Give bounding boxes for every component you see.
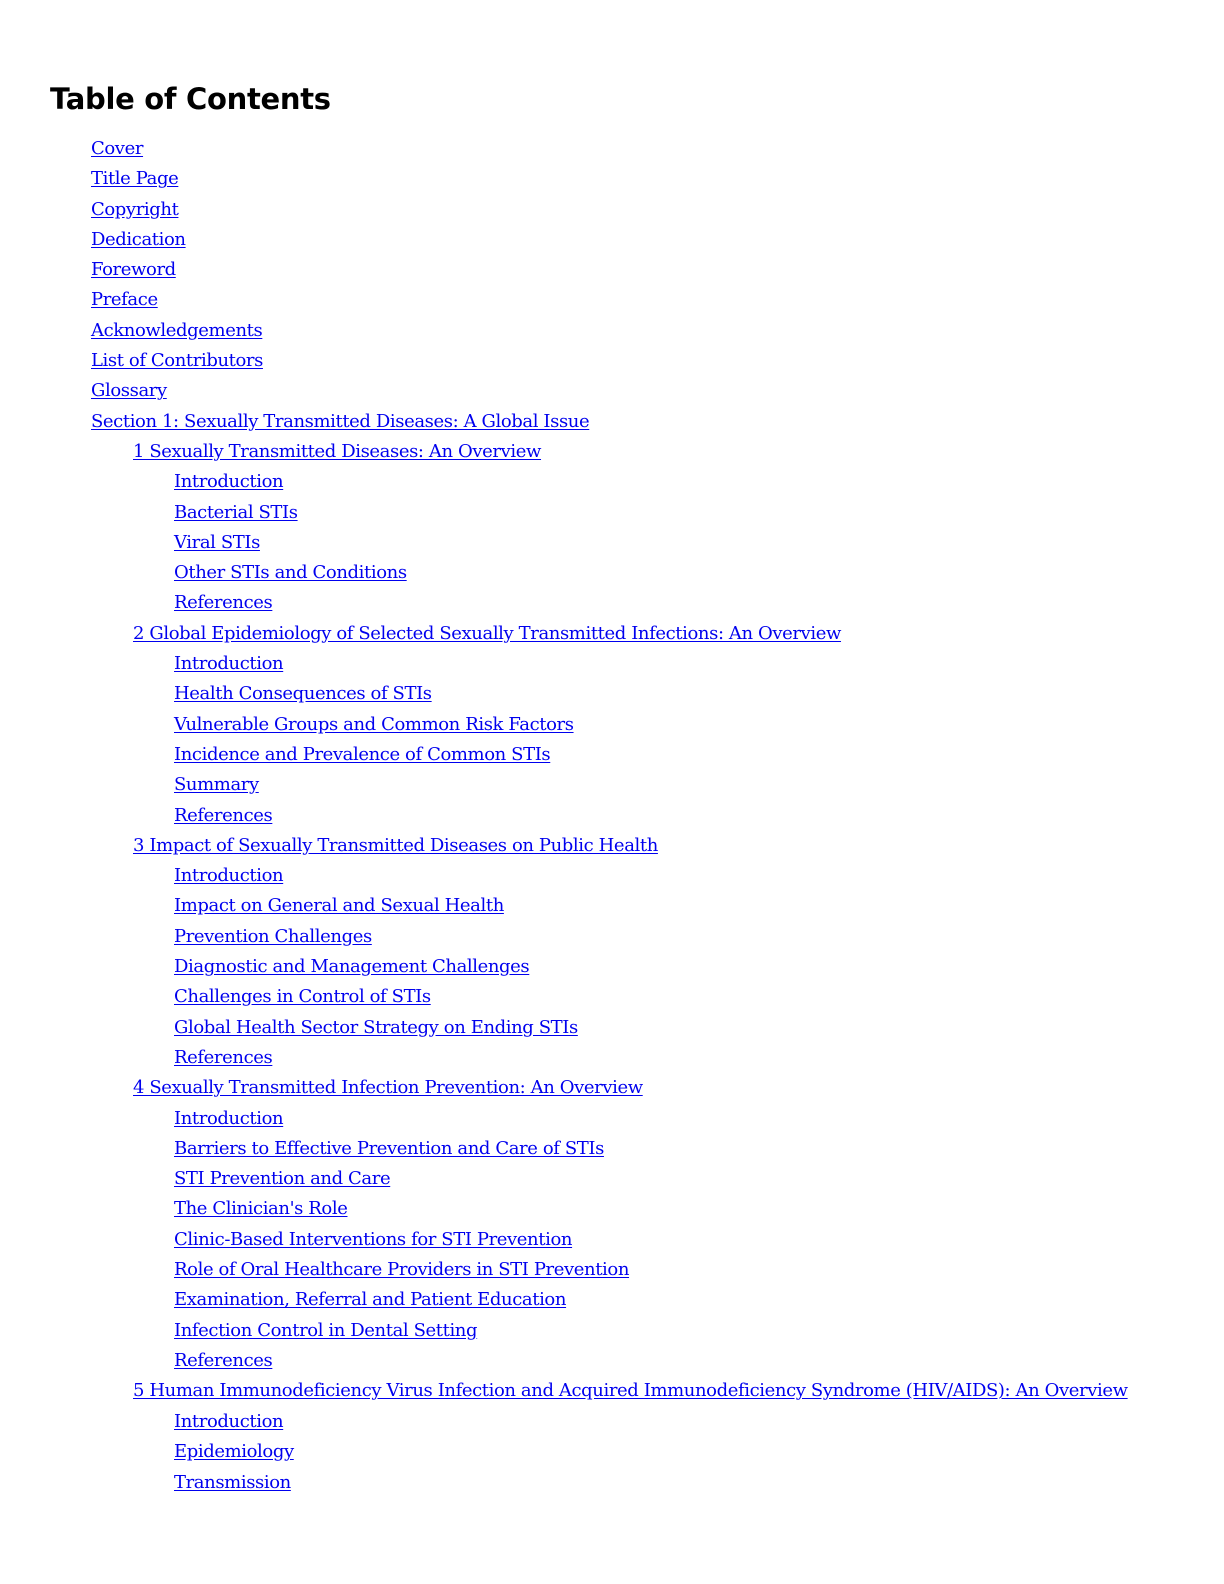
toc-link[interactable]: 5 Human Immunodeficiency Virus Infection and Acquired Immunodeficiency Syndrome (HIV/AIDS): An Overview (133, 1380, 1128, 1402)
toc-link[interactable]: Acknowledgements (91, 319, 263, 341)
toc-item (0, 804, 1224, 834)
toc-link[interactable]: References (174, 1046, 273, 1068)
toc-item (0, 531, 1224, 561)
toc-link[interactable]: 1 Sexually Transmitted Diseases: An Overview (133, 440, 542, 462)
toc-link[interactable]: Role of Oral Healthcare Providers in STI Prevention (174, 1258, 630, 1280)
toc-item (0, 1349, 1224, 1379)
toc-link[interactable]: Incidence and Prevalence of Common STIs (174, 743, 551, 765)
toc-link[interactable]: The Clinician's Role (174, 1198, 348, 1220)
toc-item (0, 288, 1224, 318)
toc-link[interactable]: 3 Impact of Sexually Transmitted Diseases on Public Health (133, 834, 658, 856)
toc-link[interactable]: Prevention Challenges (174, 925, 372, 947)
toc-item (0, 1319, 1224, 1349)
toc-link[interactable]: 4 Sexually Transmitted Infection Prevention: An Overview (133, 1077, 643, 1099)
toc-link[interactable]: References (174, 1349, 273, 1371)
toc-item (0, 1471, 1224, 1501)
toc-link[interactable]: 2 Global Epidemiology of Selected Sexually Transmitted Infections: An Overview (133, 622, 842, 644)
toc-item (0, 470, 1224, 500)
toc-item (0, 1228, 1224, 1258)
toc-item (0, 894, 1224, 924)
toc-item (0, 713, 1224, 743)
toc-link[interactable]: Dedication (91, 228, 186, 250)
toc-item (0, 1410, 1224, 1440)
toc-item (0, 834, 1224, 864)
toc-link[interactable]: References (174, 804, 273, 826)
toc-item (0, 258, 1224, 288)
toc-link[interactable]: Transmission (174, 1471, 291, 1493)
toc-item (0, 501, 1224, 531)
toc-item (0, 985, 1224, 1015)
toc-item (0, 1076, 1224, 1106)
toc-item (0, 622, 1224, 652)
toc-item (0, 591, 1224, 621)
toc-item (0, 955, 1224, 985)
toc-link[interactable]: Barriers to Effective Prevention and Care of STIs (174, 1137, 604, 1159)
toc-item (0, 682, 1224, 712)
toc-item (0, 925, 1224, 955)
toc-link[interactable]: References (174, 592, 273, 614)
toc-link[interactable]: Other STIs and Conditions (174, 562, 407, 584)
toc-link[interactable]: Health Consequences of STIs (174, 683, 432, 705)
toc-item (0, 1440, 1224, 1470)
toc-item (0, 1258, 1224, 1288)
toc-link[interactable]: Introduction (174, 1107, 284, 1129)
toc-link[interactable]: Introduction (174, 653, 284, 675)
toc-link[interactable]: Introduction (174, 865, 284, 887)
toc-item (0, 1167, 1224, 1197)
toc-link[interactable]: Title Page (91, 168, 179, 190)
toc-link[interactable]: Summary (174, 774, 259, 796)
toc-item (0, 1379, 1163, 1410)
toc-item (0, 1197, 1224, 1227)
toc-item (0, 379, 1224, 409)
toc-item (0, 743, 1224, 773)
toc-link[interactable]: Global Health Sector Strategy on Ending STIs (174, 1016, 578, 1038)
toc-link[interactable]: Infection Control in Dental Setting (174, 1319, 478, 1341)
page-title: Table of Contents (50, 82, 331, 116)
toc-item (0, 228, 1224, 258)
toc-link[interactable]: Introduction (174, 471, 284, 493)
toc-link[interactable]: List of Contributors (91, 350, 263, 372)
toc-link[interactable]: Vulnerable Groups and Common Risk Factors (174, 713, 574, 735)
toc-link[interactable]: Bacterial STIs (174, 501, 298, 523)
toc-link[interactable]: Preface (91, 289, 158, 311)
toc-link[interactable]: Viral STIs (174, 531, 260, 553)
toc-link[interactable]: Clinic-Based Interventions for STI Prevention (174, 1228, 573, 1250)
toc-link[interactable]: Examination, Referral and Patient Education (174, 1289, 567, 1311)
toc-item (0, 773, 1224, 803)
toc-link[interactable]: Impact on General and Sexual Health (174, 895, 504, 917)
toc-link[interactable]: Cover (91, 138, 144, 159)
toc-item (0, 652, 1224, 682)
toc-link[interactable]: Foreword (91, 259, 176, 281)
toc-item (0, 440, 1224, 470)
toc-item (0, 561, 1224, 591)
toc-list (0, 137, 1224, 1501)
toc-item (0, 410, 1224, 440)
toc-link[interactable]: Diagnostic and Management Challenges (174, 956, 530, 978)
toc-link[interactable]: Introduction (174, 1411, 284, 1433)
toc-item (0, 137, 1224, 167)
toc-link[interactable]: Copyright (91, 198, 179, 220)
toc-item (0, 349, 1224, 379)
toc-link[interactable]: Section 1: Sexually Transmitted Diseases: A Global Issue (91, 410, 590, 432)
toc-item (0, 1046, 1224, 1076)
toc-link[interactable]: Epidemiology (174, 1441, 294, 1463)
toc-link[interactable]: Glossary (91, 380, 167, 402)
toc-item (0, 1137, 1224, 1167)
toc-item (0, 1016, 1224, 1046)
toc-link[interactable]: Challenges in Control of STIs (174, 986, 431, 1008)
toc-item (0, 1107, 1224, 1137)
toc-item (0, 319, 1224, 349)
toc-item (0, 864, 1224, 894)
toc-link[interactable]: STI Prevention and Care (174, 1168, 391, 1190)
toc-item (0, 1288, 1224, 1318)
toc-item (0, 198, 1224, 228)
toc-item (0, 167, 1224, 197)
